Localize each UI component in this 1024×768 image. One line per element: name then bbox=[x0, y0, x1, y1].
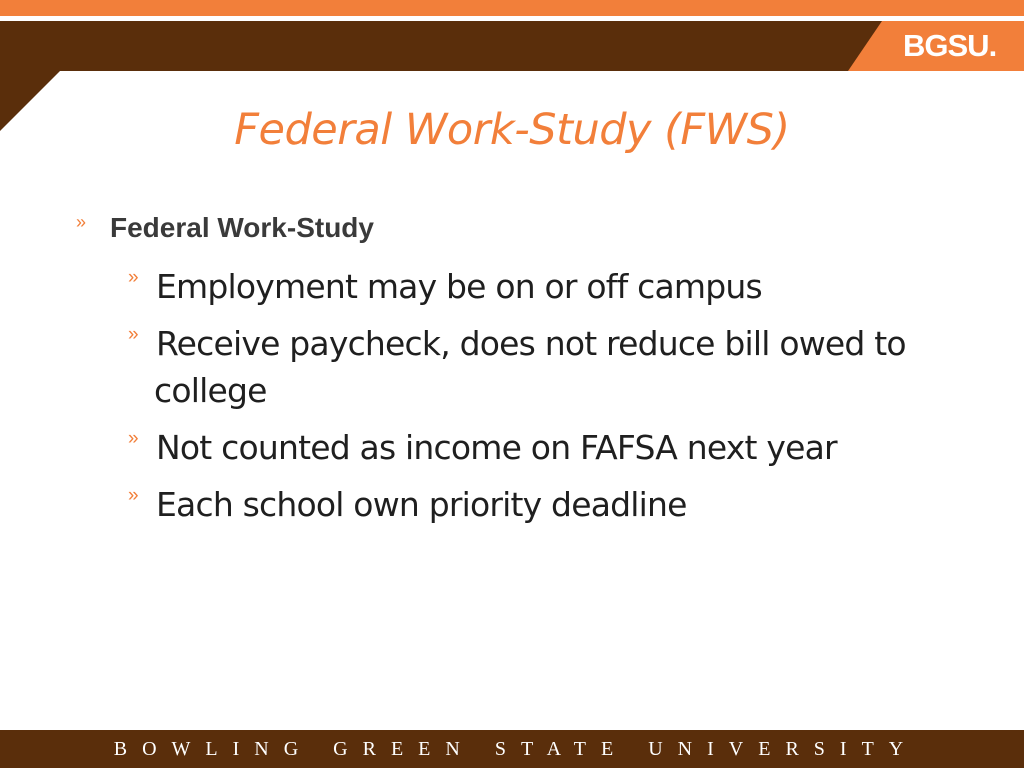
top-accent-band bbox=[0, 0, 1024, 16]
bullet-level1-text: Federal Work-Study bbox=[110, 212, 374, 243]
bullet-chevron-icon: » bbox=[128, 324, 139, 345]
bullet-level2-text: Employment may be on or off campus bbox=[156, 267, 762, 306]
bullet-level2-text: Each school own priority deadline bbox=[156, 485, 687, 524]
bullet-level2-text-line: Receive paycheck, does not reduce bill owed to bbox=[156, 324, 906, 363]
slide-title: Federal Work-Study (FWS) bbox=[234, 105, 790, 155]
bullet-chevron-icon: » bbox=[128, 428, 139, 449]
bullet-level2-text bbox=[156, 320, 946, 414]
bullet-chevron-icon: » bbox=[128, 267, 139, 288]
footer-university-name: BOWLING GREEN STATE UNIVERSITY bbox=[113, 738, 919, 760]
bgsu-logo: BGSU. bbox=[903, 28, 997, 63]
bullet-chevron-icon: » bbox=[128, 485, 139, 506]
bullet-chevron-icon: » bbox=[76, 212, 87, 232]
bullet-level2-text-line: college bbox=[154, 371, 267, 410]
bullet-level2-text: Not counted as income on FAFSA next year bbox=[156, 428, 837, 467]
